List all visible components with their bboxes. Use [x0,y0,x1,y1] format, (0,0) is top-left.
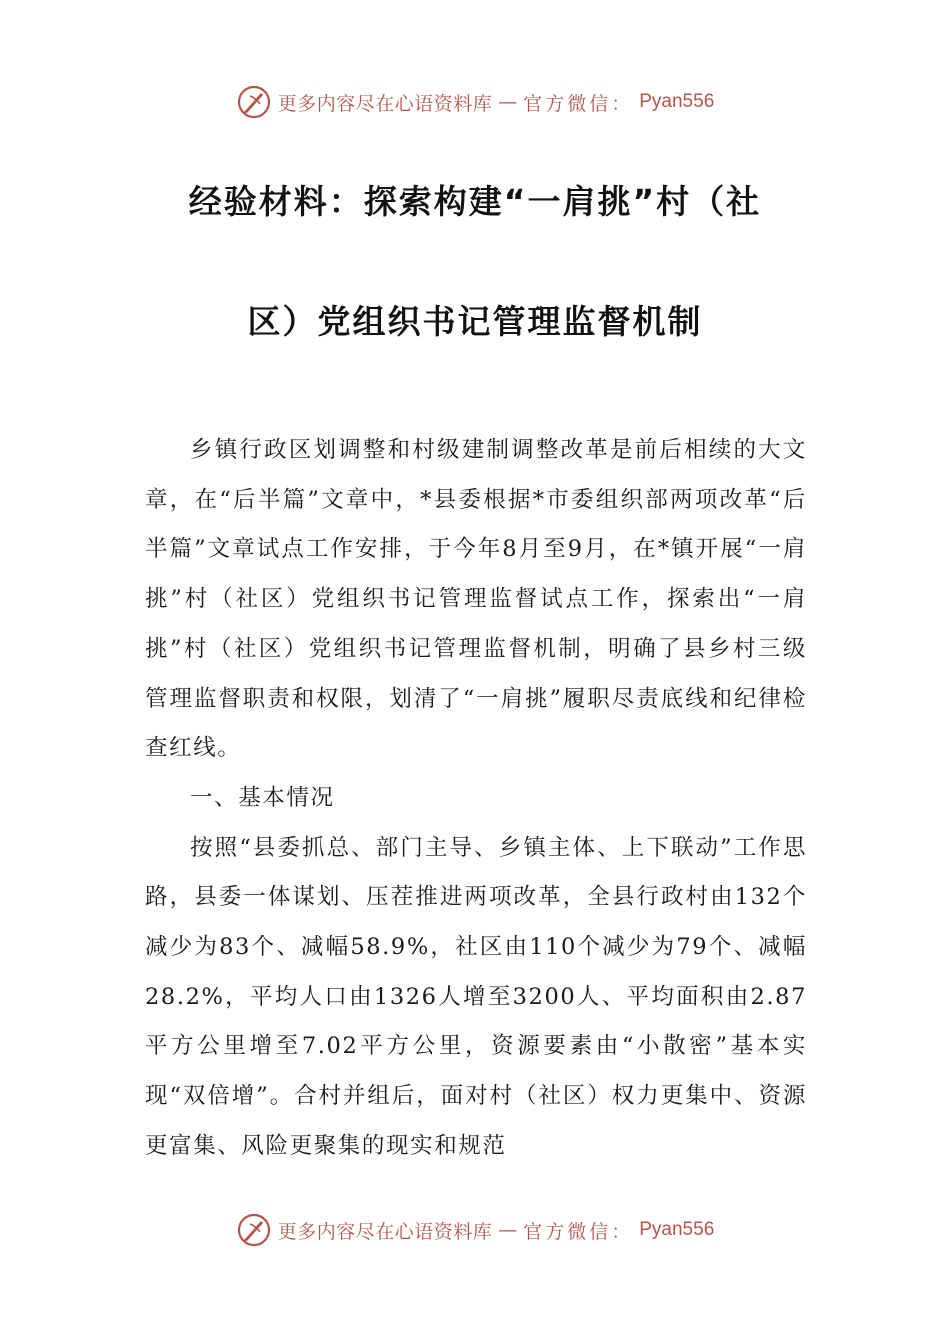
watermark-separator: — [498,1219,518,1241]
body-paragraph-intro: 乡镇行政区划调整和村级建制调整改革是前后相续的大文章，在“后半篇”文章中，*县委根据*市委组织部两项改革“后半篇”文章试点工作安排，于今年8月至9月，在*镇开展“一肩挑”村（社区）党组织书记管理监督试点工作，探索出“一肩挑”村（社区）党组织书记管理监督机制，明确了县乡村三级管理监督职责和权限，划清了“一肩挑”履职尽责底线和纪律检查红线。 [145,437,807,762]
document-body [145,426,807,1172]
watermark-brand-text: 更多内容尽在心语资料库 [277,1220,493,1243]
watermark-wechat-id: Pyan556 [639,91,715,112]
footer-watermark [0,1210,950,1250]
watermark-wechat-label: 官方微信： [523,1220,634,1243]
header-watermark [0,82,950,122]
watermark-wechat-id: Pyan556 [639,1219,715,1240]
watermark-brand-text: 更多内容尽在心语资料库 [277,92,493,115]
document-title-line-1: 经验材料：探索构建“一肩挑”村（社 [188,182,762,221]
document-title-line-2: 区）党组织书记管理监督机制 [247,302,703,341]
watermark-separator: — [498,91,518,113]
watermark-wechat-label: 官方微信： [523,92,634,115]
section-heading-basic-situation: 一、基本情况 [190,784,335,811]
body-paragraph-basic-situation: 按照“县委抓总、部门主导、乡镇主体、上下联动”工作思路，县委一体谋划、压茬推进两项改革，全县行政村由132个减少为83个、减幅58.9%，社区由110个减少为79个、减幅28.2%，平均人口由1326人增至3200人、平均面积由2.87平方公里增至7.02平方公里，资源要素由“小散密”基本实现“双倍增”。合村并组后，面对村（社区）权力更集中、资源更富集、风险更聚集的现实和规范 [145,834,807,1159]
quill-pen-logo-icon [236,84,272,120]
quill-pen-logo-icon [236,1212,272,1248]
